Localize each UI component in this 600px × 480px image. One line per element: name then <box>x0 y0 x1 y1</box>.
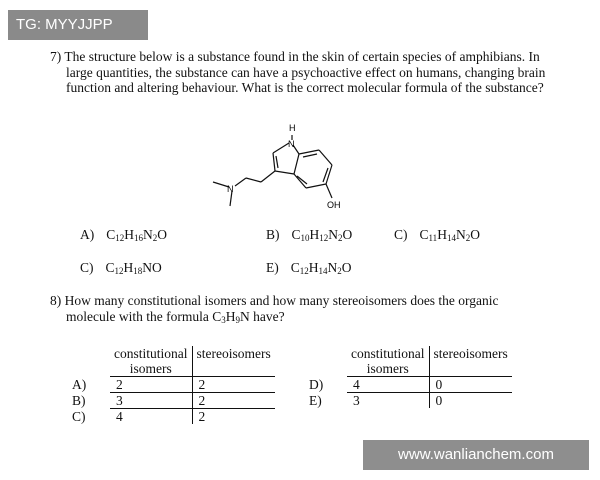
formula-element: C <box>212 308 222 324</box>
q8-text-pre: 8) How many constitutional isomers and how many stereoisomers does the organic molecule with the formula <box>50 293 499 324</box>
q7-option[interactable] <box>266 260 352 276</box>
formula-subscript: 2 <box>152 233 158 243</box>
bond <box>275 171 294 174</box>
formula-element: O <box>342 227 353 242</box>
row-label: B) <box>72 392 86 408</box>
isomer-table-left <box>68 346 275 424</box>
q8-text-post: have? <box>249 308 285 324</box>
formula-subscript: 11 <box>428 233 438 243</box>
formula-element: O <box>470 227 480 242</box>
row-stereoisomers: 2 <box>192 377 275 393</box>
row-label: C) <box>72 408 86 424</box>
option-label: B) <box>266 227 280 242</box>
table-row[interactable] <box>68 393 275 409</box>
option-label: A) <box>80 227 95 242</box>
row-label: E) <box>309 392 322 408</box>
formula-subscript: 16 <box>134 233 144 243</box>
table-row[interactable] <box>68 409 275 425</box>
formula-subscript: 3 <box>221 314 226 325</box>
bond <box>246 178 261 182</box>
row-stereoisomers: 0 <box>429 377 512 393</box>
formula-element: C <box>106 227 116 242</box>
q7-option[interactable] <box>80 227 167 243</box>
bond <box>306 184 326 188</box>
formula-element: NO <box>142 260 162 275</box>
formula-element: H <box>308 260 319 275</box>
row-constitutional: 4 <box>347 377 429 393</box>
structure-label-oh: OH <box>327 200 341 210</box>
formula-element: C <box>105 260 115 275</box>
formula-element: C <box>291 227 301 242</box>
formula-element: C <box>419 227 429 242</box>
structure-label-h: H <box>289 123 296 133</box>
row-label: D) <box>309 376 324 392</box>
option-label: E) <box>266 260 279 275</box>
formula-subscript: 2 <box>338 233 343 243</box>
q7-option[interactable] <box>266 227 352 243</box>
formula-subscript: 12 <box>114 266 124 276</box>
bond <box>326 165 332 184</box>
question-7-text: 7) The structure below is a substance found in the skin of certain species of amphibians. In large quantities, the substance can have a psychoactive effect on humans, changing brain function and altering behaviour. What is the correct molecular formula of the substance? <box>50 49 546 95</box>
row-constitutional: 3 <box>110 393 192 409</box>
bond <box>273 153 275 171</box>
header-constitutional: constitutional <box>114 346 188 361</box>
bond <box>294 154 299 174</box>
header-stereoisomers: stereoisomers <box>192 346 275 361</box>
formula-subscript: 10 <box>300 233 310 243</box>
formula-subscript: 12 <box>319 233 329 243</box>
row-stereoisomers: 2 <box>192 409 275 425</box>
bond <box>235 178 246 186</box>
formula-element: N <box>455 227 466 242</box>
row-constitutional: 2 <box>110 377 192 393</box>
option-label: C) <box>80 260 94 275</box>
structure-label-n-amine: N <box>227 184 234 194</box>
formula-element: H <box>124 227 135 242</box>
bond <box>261 171 275 182</box>
table-row[interactable] <box>305 393 512 409</box>
q7-option[interactable] <box>394 227 480 243</box>
bond <box>319 150 332 165</box>
formula-element: O <box>341 260 352 275</box>
q7-option[interactable] <box>80 260 162 276</box>
formula-subscript: 18 <box>133 266 143 276</box>
header-constitutional: constitutional <box>351 346 425 361</box>
bond <box>326 184 332 198</box>
bond <box>276 156 278 168</box>
row-constitutional: 4 <box>116 409 123 424</box>
formula-element: O <box>157 227 168 242</box>
molecule-structure <box>205 120 355 215</box>
isomer-table-right <box>305 346 512 408</box>
bond <box>299 150 319 154</box>
row-label: A) <box>72 376 87 392</box>
watermark-top: TG: MYYJJPP <box>8 10 148 40</box>
formula-element: N <box>328 227 339 242</box>
bond <box>303 154 317 157</box>
formula-element: H <box>225 308 236 324</box>
formula-element: H <box>437 227 447 242</box>
option-label: C) <box>394 227 408 242</box>
formula-subscript: 2 <box>465 233 471 243</box>
formula-subscript: 14 <box>318 266 328 276</box>
formula-subscript: 14 <box>446 233 456 243</box>
formula-subscript: 9 <box>235 314 240 325</box>
formula-subscript: 12 <box>299 266 309 276</box>
formula-element: H <box>123 260 134 275</box>
table-row[interactable] <box>68 377 275 393</box>
row-constitutional: 3 <box>353 393 360 408</box>
formula-element: N <box>143 227 153 242</box>
header-isomers: isomers <box>110 361 192 377</box>
formula-subscript: 2 <box>337 266 342 276</box>
structure-label-n-ring: N <box>288 139 295 149</box>
row-stereoisomers: 0 <box>429 393 512 409</box>
formula-element: H <box>309 227 320 242</box>
bond <box>273 143 289 153</box>
formula-subscript: 12 <box>115 233 125 243</box>
formula-element: C <box>290 260 300 275</box>
table-row[interactable] <box>305 377 512 393</box>
row-stereoisomers: 2 <box>192 393 275 409</box>
header-isomers: isomers <box>347 361 429 377</box>
formula-element: N <box>239 308 250 324</box>
watermark-bottom: www.wanlianchem.com <box>363 440 589 470</box>
q8-formula <box>212 309 250 324</box>
header-stereoisomers: stereoisomers <box>429 346 512 361</box>
question-8-text <box>50 293 546 324</box>
formula-element: N <box>327 260 338 275</box>
